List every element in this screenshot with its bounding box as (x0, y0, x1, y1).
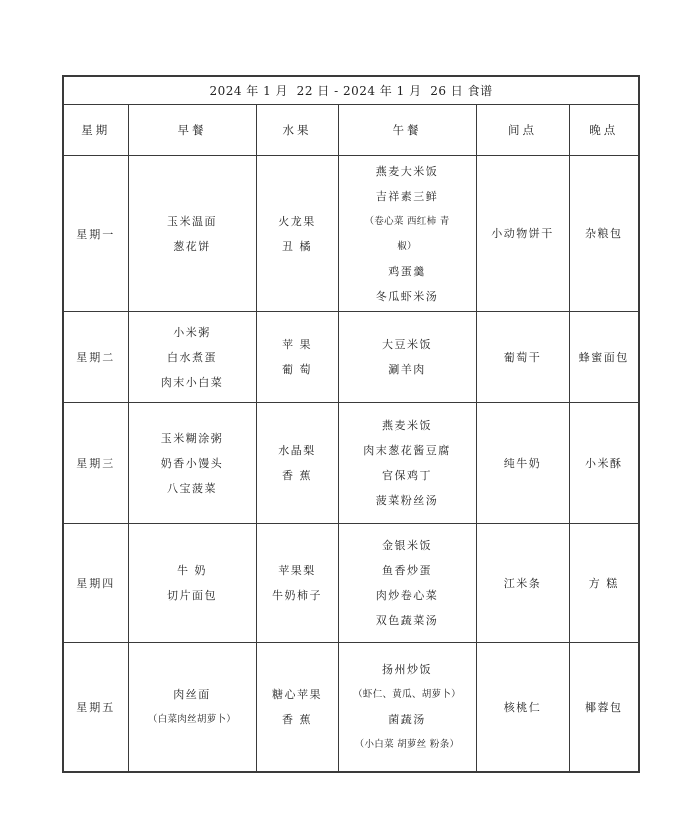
title-row (63, 76, 639, 105)
breakfast-cell (128, 643, 256, 773)
menu-item: 双色蔬菜汤 (375, 614, 439, 627)
lunch-cell (338, 312, 476, 403)
menu-item: 杂粮包 (585, 227, 623, 240)
menu-row-monday (63, 156, 639, 312)
fruit-cell (256, 524, 338, 643)
day-label: 星期二 (63, 312, 128, 403)
menu-item: 小动物饼干 (491, 227, 554, 240)
menu-item: 燕麦大米饭 (375, 164, 439, 178)
menu-item: 切片面包 (167, 589, 217, 602)
menu-item: 葡萄干 (503, 350, 542, 364)
menu-item: 牛 奶 (177, 564, 207, 577)
day-label: 星期一 (63, 156, 128, 312)
menu-item: 官保鸡丁 (382, 469, 432, 482)
menu-item: 火龙果 (278, 214, 316, 228)
lunch-cell (338, 524, 476, 643)
snack-cell (476, 524, 569, 643)
menu-table (62, 75, 640, 773)
menu-item-note: （虾仁、黄瓜、胡萝卜） (353, 689, 461, 700)
menu-item: 纯牛奶 (503, 456, 542, 470)
day-label: 星期三 (63, 403, 128, 524)
menu-item: 小米粥 (173, 325, 211, 339)
menu-item: 涮羊肉 (388, 363, 426, 376)
header-row (63, 105, 639, 156)
menu-row-friday (63, 643, 639, 773)
breakfast-cell (128, 156, 256, 312)
menu-item: 葱花饼 (173, 239, 211, 253)
menu-item: 小米酥 (585, 456, 623, 470)
menu-item: 八宝菠菜 (167, 481, 217, 495)
evening-cell (569, 643, 639, 773)
menu-item-note: （白菜肉丝胡萝卜） (147, 714, 237, 725)
evening-cell (569, 403, 639, 524)
menu-item: 丑 橘 (282, 239, 312, 253)
snack-cell (476, 643, 569, 773)
evening-cell (569, 156, 639, 312)
breakfast-cell (128, 403, 256, 524)
menu-item: 燕麦米饭 (382, 419, 432, 432)
menu-item: 大豆米饭 (382, 338, 432, 351)
menu-item: 苹果梨 (278, 564, 316, 577)
fruit-cell (256, 156, 338, 312)
menu-item: 江米条 (503, 576, 542, 590)
menu-item: 玉米温面 (167, 214, 217, 228)
table-title: 2024 年 1 月 22 日 - 2024 年 1 月 26 日 食谱 (63, 76, 639, 105)
fruit-cell (256, 312, 338, 403)
col-header-fruit: 水果 (256, 105, 338, 156)
menu-item: 奶香小馒头 (160, 456, 224, 470)
snack-cell (476, 403, 569, 524)
day-label: 星期四 (63, 524, 128, 643)
snack-cell (476, 156, 569, 312)
menu-item-note: （小白菜 胡萝丝 粉条） (354, 739, 460, 750)
menu-item: 蜂蜜面包 (578, 350, 629, 364)
evening-cell (569, 524, 639, 643)
menu-item: 菠菜粉丝汤 (375, 494, 439, 507)
col-header-evening: 晚点 (569, 105, 639, 156)
col-header-lunch: 午餐 (338, 105, 476, 156)
menu-item: 吉祥素三鲜 (375, 189, 439, 203)
menu-item: 菌蔬汤 (388, 713, 426, 726)
menu-item: 香 蕉 (282, 713, 312, 726)
menu-row-tuesday (63, 312, 639, 403)
menu-item: 肉末葱花酱豆腐 (363, 444, 451, 457)
menu-item-note: （卷心菜 西红柿 青 (364, 215, 450, 227)
menu-item: 玉米糊涂粥 (160, 431, 224, 445)
menu-item: 金银米饭 (382, 539, 432, 552)
menu-item: 鱼香炒蛋 (382, 564, 432, 577)
lunch-cell (338, 156, 476, 312)
evening-cell (569, 312, 639, 403)
day-label: 星期五 (63, 643, 128, 773)
menu-row-thursday (63, 524, 639, 643)
menu-item: 葡 萄 (282, 363, 312, 376)
menu-item: 肉丝面 (173, 688, 211, 701)
menu-item: 香 蕉 (282, 469, 312, 482)
menu-item: 椰蓉包 (585, 700, 623, 714)
col-header-day: 星期 (63, 105, 128, 156)
menu-item: 水晶梨 (278, 444, 316, 457)
col-header-breakfast: 早餐 (128, 105, 256, 156)
menu-item: 扬州炒饭 (382, 663, 432, 676)
snack-cell (476, 312, 569, 403)
lunch-cell (338, 643, 476, 773)
breakfast-cell (128, 524, 256, 643)
menu-item: 苹 果 (282, 338, 312, 351)
menu-item: 牛奶柿子 (272, 589, 322, 602)
menu-item: 鸡蛋羹 (388, 264, 426, 278)
menu-item: 肉末小白菜 (160, 375, 224, 389)
menu-item-note: 椒） (397, 240, 417, 252)
breakfast-cell (128, 312, 256, 403)
menu-item: 肉炒卷心菜 (375, 589, 439, 602)
menu-item: 糖心苹果 (272, 688, 322, 701)
menu-item: 冬瓜虾米汤 (375, 289, 439, 303)
col-header-snack: 间点 (476, 105, 569, 156)
menu-item: 核桃仁 (503, 700, 542, 714)
menu-row-wednesday (63, 403, 639, 524)
menu-item: 白水煮蛋 (167, 350, 217, 364)
fruit-cell (256, 643, 338, 773)
lunch-cell (338, 403, 476, 524)
fruit-cell (256, 403, 338, 524)
menu-item: 方 糕 (588, 576, 619, 590)
